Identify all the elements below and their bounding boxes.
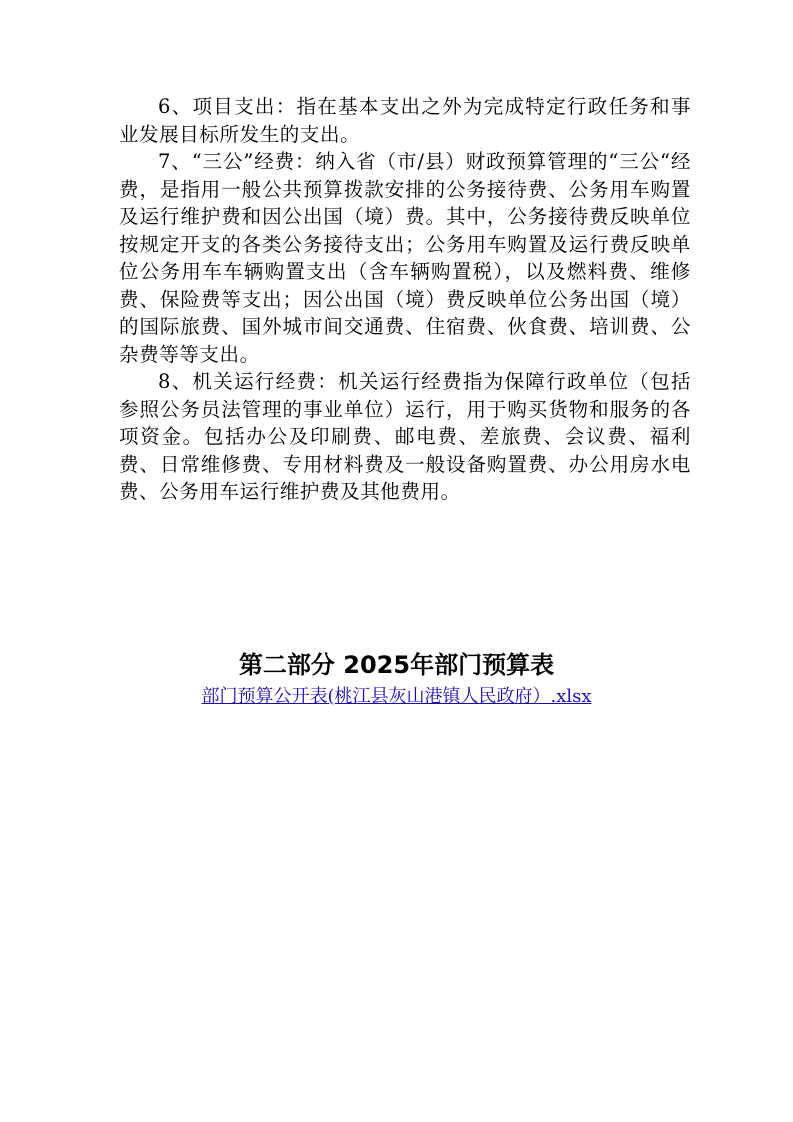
paragraph-agency-operating-expenses: 8、机关运行经费：机关运行经费指为保障行政单位（包括参照公务员法管理的事业单位）运行，用于购买货物和服务的各项资金。包括办公及印刷费、邮电费、差旅费、会议费、福利费、日常维修费、专用材料费及一般设备购置费、办公用房水电费、公务用车运行维护费及其他费用。	[119, 370, 691, 503]
attachment-link[interactable]: 部门预算公开表(桃江县灰山港镇人民政府）.xlsx	[201, 686, 592, 707]
section-title: 第二部分 2025年部门预算表	[238, 651, 555, 679]
document-body	[119, 93, 691, 506]
paragraph-project-expenditure: 6、项目支出：指在基本支出之外为完成特定行政任务和事业发展目标所发生的支出。	[119, 95, 691, 146]
paragraph-three-public-expenses: 7、“三公”经费：纳入省（市/县）财政预算管理的“三公“经费，是指用一般公共预算拨款安排的公务接待费、公务用车购置及运行维护费和因公出国（境）费。其中，公务接待费反映单位按规定开支的各类公务接待支出；公务用车购置及运行费反映单位公务用车车辆购置支出（含车辆购置税），以及燃料费、维修费、保险费等支出；因公出国（境）费反映单位公务出国（境）的国际旅费、国外城市间交通费、住宿费、伙食费、培训费、公杂费等等支出。	[119, 150, 691, 366]
